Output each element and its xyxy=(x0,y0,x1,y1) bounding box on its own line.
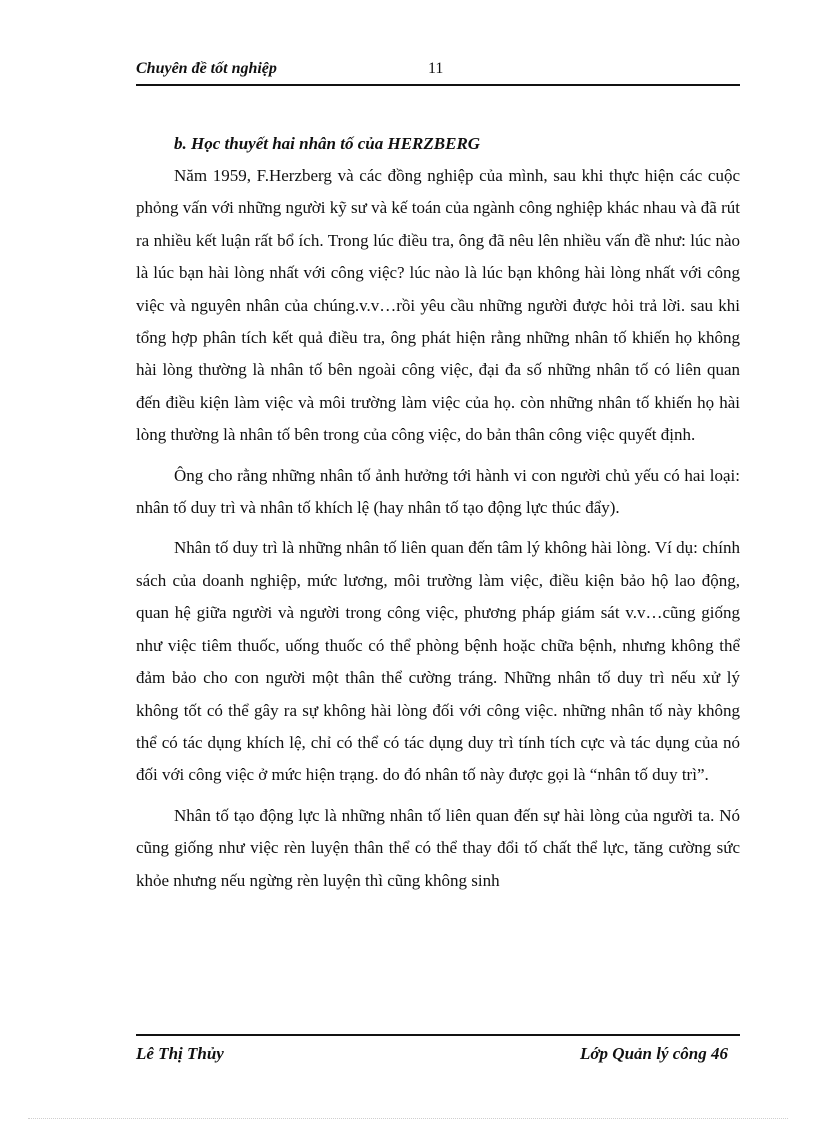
page-body xyxy=(136,128,740,905)
page-number: 11 xyxy=(428,60,444,77)
paragraph: Năm 1959, F.Herzberg và các đồng nghiệp của mình, sau khi thực hiện các cuộc phỏng vấn với những người kỹ sư và kế toán của ngành công nghiệp khác nhau và đã rút ra nhiều kết luận rất bổ ích. Trong lúc điều tra, ông đã nêu lên nhiều vấn đề như: lúc nào là lúc bạn hài lòng nhất với công việc? lúc nào là lúc bạn không hài lòng nhất với công việc và nguyên nhân của chúng.v.v…rồi yêu cầu những người được hỏi trả lời. sau khi tổng hợp phân tích kết quả điều tra, ông phát hiện rằng những nhân tố khiến họ không hài lòng thường là nhân tố bên ngoài công việc, đại đa số những nhân tố có liên quan đến điều kiện làm việc và môi trường làm việc của họ. còn những nhân tố khiến họ hài lòng thường là nhân tố bên trong của công việc, do bản thân công việc quyết định. xyxy=(136,166,740,445)
paragraph: Ông cho rằng những nhân tố ảnh hưởng tới hành vi con người chủ yếu có hai loại: nhân tố duy trì và nhân tố khích lệ (hay nhân tố tạo động lực thúc đẩy). xyxy=(136,465,740,518)
page-bottom-divider xyxy=(28,1118,788,1119)
footer-author: Lê Thị Thủy xyxy=(136,1044,224,1063)
header-title: Chuyên đề tốt nghiệp xyxy=(136,60,277,77)
page-footer xyxy=(136,1034,740,1066)
paragraph: Nhân tố duy trì là những nhân tố liên quan đến tâm lý không hài lòng. Ví dụ: chính sách của doanh nghiệp, mức lương, môi trường làm việc, điều kiện bảo hộ lao động, quan hệ giữa người và người trong công việc, phương pháp giám sát v.v…cũng giống như việc tiêm thuốc, uống thuốc có thể phòng bệnh hoặc chữa bệnh, nhưng không thể đảm bảo cho con người một thân thể cường tráng. Những nhân tố duy trì nếu xử lý không tốt có thể gây ra sự không hài lòng đối với công việc. những nhân tố này không thể có tác dụng khích lệ, chỉ có thể có tác dụng duy trì tính tích cực và tác dụng của nó đối với công việc ở mức hiện trạng. do đó nhân tố này được gọi là “nhân tố duy trì”. xyxy=(136,538,740,785)
section-heading: b. Học thuyết hai nhân tố của HERZBERG xyxy=(174,134,481,153)
page-header xyxy=(136,60,740,86)
paragraph: Nhân tố tạo động lực là những nhân tố liên quan đến sự hài lòng của người ta. Nó cũng giống như việc rèn luyện thân thể có thể thay đổi tố chất thể lực, tăng cường sức khỏe nhưng nếu ngừng rèn luyện thì cũng không sinh xyxy=(136,805,740,890)
footer-class: Lớp Quản lý công 46 xyxy=(580,1044,728,1063)
